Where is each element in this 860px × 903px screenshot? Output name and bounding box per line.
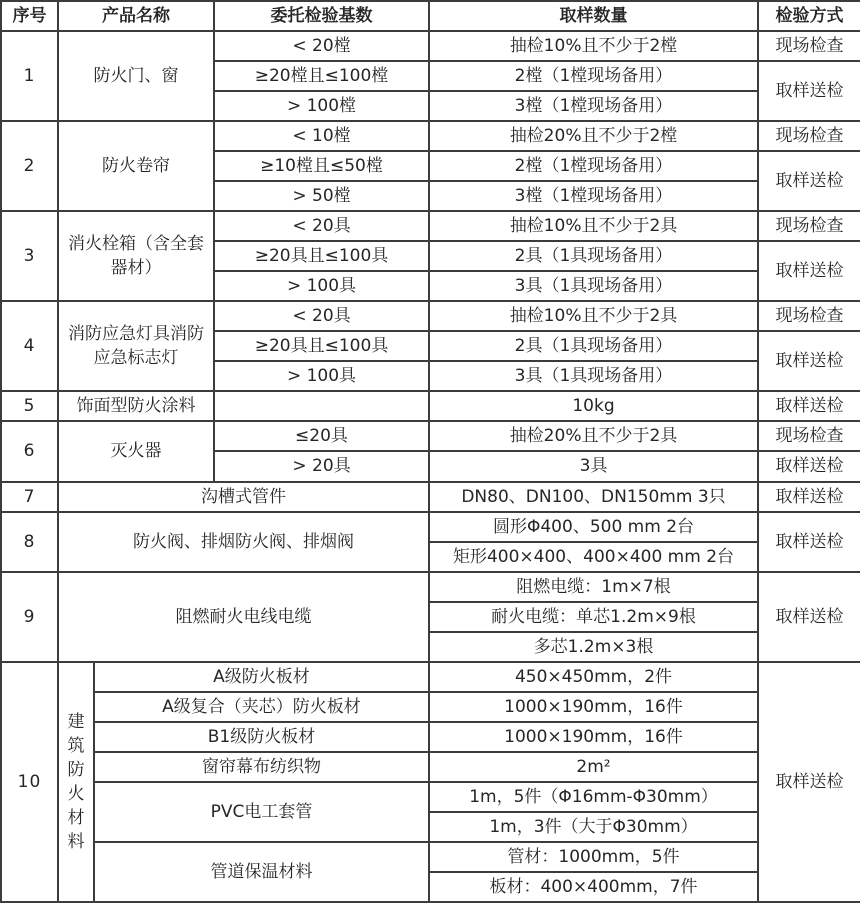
table-row	[1, 782, 860, 812]
inspection-base-cell: ≤20具	[214, 421, 429, 451]
product-name-cell: 灭火器	[58, 421, 214, 481]
inspection-base-cell: > 100樘	[214, 91, 429, 121]
sample-quantity-cell: 矩形400×400、400×400 mm 2台	[429, 542, 758, 572]
sub-product-name-cell: 管道保温材料	[94, 842, 429, 902]
serial-cell: 4	[1, 301, 58, 391]
sub-product-name-cell: A级复合（夹芯）防火板材	[94, 692, 429, 722]
sub-product-name-cell: PVC电工套管	[94, 782, 429, 842]
inspection-base-cell: > 100具	[214, 271, 429, 301]
header-sample-quantity: 取样数量	[429, 1, 758, 31]
sample-quantity-cell: 圆形Φ400、500 mm 2台	[429, 512, 758, 542]
product-name-cell: 防火阀、排烟防火阀、排烟阀	[58, 512, 429, 572]
table-row	[1, 211, 860, 241]
inspection-base-cell: < 20具	[214, 301, 429, 331]
table-row	[1, 692, 860, 722]
product-name-cell: 饰面型防火涂料	[58, 391, 214, 421]
product-name-cell: 消防应急灯具消防应急标志灯	[58, 301, 214, 391]
sample-quantity-cell: 1m，5件（Φ16mm-Φ30mm）	[429, 782, 758, 812]
header-product-name: 产品名称	[58, 1, 214, 31]
inspection-method-cell: 取样送检	[758, 331, 860, 391]
inspection-base-cell: < 10樘	[214, 121, 429, 151]
sample-quantity-cell: 多芯1.2m×3根	[429, 632, 758, 662]
inspection-base-cell: > 100具	[214, 361, 429, 391]
inspection-method-cell: 取样送检	[758, 61, 860, 121]
sample-quantity-cell: 抽检20%且不少于2樘	[429, 121, 758, 151]
inspection-method-cell: 现场检查	[758, 31, 860, 61]
sample-quantity-cell: 2樘（1樘现场备用）	[429, 61, 758, 91]
table-row	[1, 31, 860, 61]
inspection-method-cell: 取样送检	[758, 482, 860, 512]
header-inspection-method: 检验方式	[758, 1, 860, 31]
inspection-base-cell: < 20具	[214, 211, 429, 241]
inspection-method-cell: 现场检查	[758, 301, 860, 331]
product-name-cell: 沟槽式管件	[58, 482, 429, 512]
sample-quantity-cell: 管材：1000mm，5件	[429, 842, 758, 872]
table-row	[1, 121, 860, 151]
header-serial: 序号	[1, 1, 58, 31]
sample-quantity-cell: 耐火电缆：单芯1.2m×9根	[429, 602, 758, 632]
serial-cell: 6	[1, 421, 58, 481]
inspection-method-cell: 现场检查	[758, 121, 860, 151]
serial-cell: 8	[1, 512, 58, 572]
sample-quantity-cell: DN80、DN100、DN150mm 3只	[429, 482, 758, 512]
sample-quantity-cell: 抽检10%且不少于2具	[429, 301, 758, 331]
table-row	[1, 482, 860, 512]
sample-quantity-cell: 2具（1具现场备用）	[429, 331, 758, 361]
product-name-cell: 阻燃耐火电线电缆	[58, 572, 429, 662]
inspection-method-cell: 取样送检	[758, 572, 860, 662]
inspection-base-cell: < 20樘	[214, 31, 429, 61]
table-row	[1, 391, 860, 421]
sub-product-name-cell: B1级防火板材	[94, 722, 429, 752]
inspection-method-cell: 取样送检	[758, 662, 860, 902]
sample-quantity-cell: 抽检10%且不少于2樘	[429, 31, 758, 61]
inspection-method-cell: 取样送检	[758, 151, 860, 211]
sample-quantity-cell: 3具	[429, 451, 758, 481]
header-inspection-base: 委托检验基数	[214, 1, 429, 31]
sample-quantity-cell: 1m，3件（大于Φ30mm）	[429, 812, 758, 842]
inspection-method-cell: 现场检查	[758, 421, 860, 451]
sub-product-name-cell: 窗帘幕布纺织物	[94, 752, 429, 782]
inspection-base-cell: > 20具	[214, 451, 429, 481]
inspection-base-cell: ≥10樘且≤50樘	[214, 151, 429, 181]
sub-product-name-cell: A级防火板材	[94, 662, 429, 692]
product-name-cell: 防火门、窗	[58, 31, 214, 121]
serial-cell: 2	[1, 121, 58, 211]
inspection-method-cell: 取样送检	[758, 451, 860, 481]
table-row	[1, 512, 860, 542]
table-row	[1, 662, 860, 692]
sample-quantity-cell: 3樘（1樘现场备用）	[429, 91, 758, 121]
table-row	[1, 722, 860, 752]
sample-quantity-cell: 3具（1具现场备用）	[429, 361, 758, 391]
table-row	[1, 301, 860, 331]
table-header-row	[1, 1, 860, 31]
inspection-base-cell: ≥20具且≤100具	[214, 331, 429, 361]
sample-quantity-cell: 1000×190mm，16件	[429, 692, 758, 722]
inspection-base-cell: > 50樘	[214, 181, 429, 211]
serial-cell: 1	[1, 31, 58, 121]
sample-quantity-cell: 2具（1具现场备用）	[429, 241, 758, 271]
serial-cell: 9	[1, 572, 58, 662]
vertical-product-name-cell: 建筑防火材料	[58, 662, 94, 902]
serial-cell: 10	[1, 662, 58, 902]
sample-quantity-cell: 阻燃电缆：1m×7根	[429, 572, 758, 602]
inspection-method-cell: 取样送检	[758, 512, 860, 572]
sample-quantity-cell: 抽检20%且不少于2具	[429, 421, 758, 451]
inspection-method-cell: 现场检查	[758, 211, 860, 241]
sample-quantity-cell: 3樘（1樘现场备用）	[429, 181, 758, 211]
sample-quantity-cell: 3具（1具现场备用）	[429, 271, 758, 301]
table-row	[1, 421, 860, 451]
inspection-method-cell: 取样送检	[758, 391, 860, 421]
serial-cell: 5	[1, 391, 58, 421]
table-row	[1, 752, 860, 782]
inspection-base-cell: ≥20具且≤100具	[214, 241, 429, 271]
product-name-cell: 防火卷帘	[58, 121, 214, 211]
serial-cell: 7	[1, 482, 58, 512]
sample-quantity-cell: 2m²	[429, 752, 758, 782]
sample-quantity-cell: 1000×190mm，16件	[429, 722, 758, 752]
sample-quantity-cell: 抽检10%且不少于2具	[429, 211, 758, 241]
inspection-base-cell: ≥20樘且≤100樘	[214, 61, 429, 91]
product-name-cell: 消火栓箱（含全套器材）	[58, 211, 214, 301]
table-row	[1, 572, 860, 602]
sample-quantity-cell: 板材：400×400mm，7件	[429, 872, 758, 902]
serial-cell: 3	[1, 211, 58, 301]
inspection-method-cell: 取样送检	[758, 241, 860, 301]
sample-quantity-cell: 2樘（1樘现场备用）	[429, 151, 758, 181]
sample-quantity-cell: 450×450mm，2件	[429, 662, 758, 692]
sample-quantity-cell: 10kg	[429, 391, 758, 421]
inspection-base-cell	[214, 391, 429, 421]
table-row	[1, 842, 860, 872]
